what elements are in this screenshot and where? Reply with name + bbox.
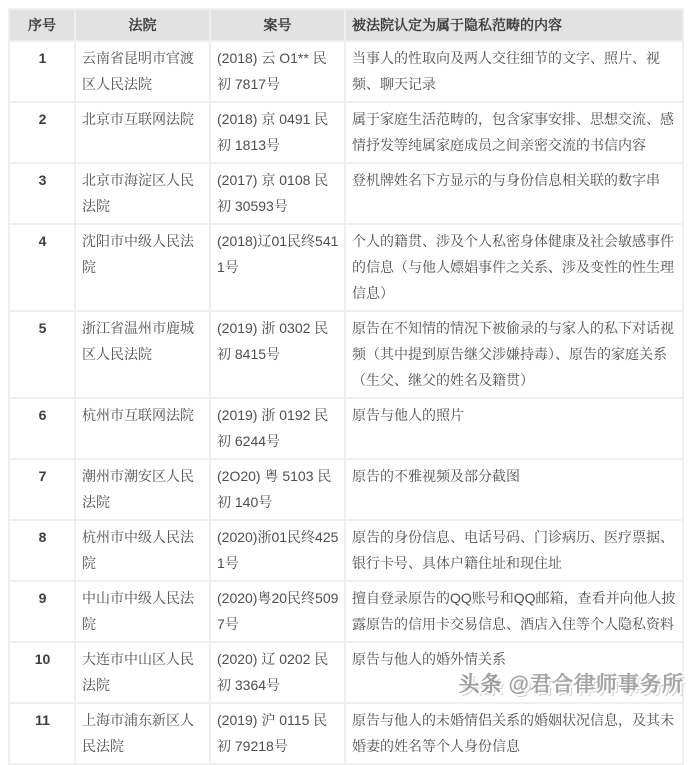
- case-number-cell: (2019) 沪 0115 民 初 79218号: [210, 703, 345, 764]
- privacy-content-cell: 擅自登录原告的QQ账号和QQ邮箱，查看并向他人披露原告的信用卡交易信息、酒店入住等个人隐私资料: [345, 581, 683, 642]
- privacy-content-cell: 原告与他人的照片: [345, 398, 683, 459]
- seq-no-cell: 7: [9, 459, 75, 520]
- col-header-case-no: 案号: [210, 9, 345, 41]
- court-cell: 北京市海淀区人民法院: [75, 163, 210, 224]
- seq-no-cell: 9: [9, 581, 75, 642]
- table-row: [9, 163, 683, 224]
- court-cell: 沈阳市中级人民法院: [75, 224, 210, 311]
- privacy-content-cell: 原告与他人的婚外情关系: [345, 642, 683, 703]
- seq-no-cell: 11: [9, 703, 75, 764]
- seq-no-cell: 4: [9, 224, 75, 311]
- case-number-cell: (2O20) 粤 5103 民 初 140号: [210, 459, 345, 520]
- court-cell: 杭州市互联网法院: [75, 398, 210, 459]
- case-number-cell: (2017) 京 0108 民 初 30593号: [210, 163, 345, 224]
- watermark-account-handle: @君合律师事务所: [508, 673, 684, 696]
- case-number-cell: (2018) 云 O1** 民 初 7817号: [210, 41, 345, 102]
- court-cell: 上海市浦东新区人民法院: [75, 703, 210, 764]
- court-cell: 大连市中山区人民法院: [75, 642, 210, 703]
- table-row: [9, 459, 683, 520]
- table-body: [9, 41, 683, 764]
- case-number-cell: (2018) 京 0491 民 初 1813号: [210, 102, 345, 163]
- court-cell: 云南省昆明市官渡区人民法院: [75, 41, 210, 102]
- col-header-seq-no: 序号: [9, 9, 75, 41]
- seq-no-cell: 1: [9, 41, 75, 102]
- toutiao-watermark: [459, 668, 684, 698]
- col-header-court: 法院: [75, 9, 210, 41]
- privacy-content-cell: 原告与他人的未婚情侣关系的婚姻状况信息，及其未婚妻的姓名等个人身份信息: [345, 703, 683, 764]
- privacy-content-cell: 原告的身份信息、电话号码、门诊病历、医疗票据、银行卡号、具体户籍住址和现住址: [345, 520, 683, 581]
- table-row: [9, 102, 683, 163]
- table-row: [9, 703, 683, 764]
- seq-no-cell: 10: [9, 642, 75, 703]
- privacy-content-cell: 当事人的性取向及两人交往细节的文字、照片、视频、聊天记录: [345, 41, 683, 102]
- court-cell: 杭州市中级人民法院: [75, 520, 210, 581]
- table-row: [9, 398, 683, 459]
- seq-no-cell: 5: [9, 311, 75, 398]
- case-number-cell: (2020)粤20民终5097号: [210, 581, 345, 642]
- toutiao-logo-text: 头条: [458, 673, 503, 696]
- court-cell: 中山市中级人民法院: [75, 581, 210, 642]
- privacy-content-cell: 原告的不雅视频及部分截图: [345, 459, 683, 520]
- seq-no-cell: 6: [9, 398, 75, 459]
- case-number-cell: (2019) 浙 0192 民 初 6244号: [210, 398, 345, 459]
- header-row: [9, 9, 683, 41]
- court-cell: 潮州市潮安区人民法院: [75, 459, 210, 520]
- case-number-cell: (2020)浙01民终4251号: [210, 520, 345, 581]
- case-number-cell: (2018)辽01民终5411号: [210, 224, 345, 311]
- privacy-content-cell: 登机牌姓名下方显示的与身份信息相关联的数字串: [345, 163, 683, 224]
- court-cell: 浙江省温州市鹿城区人民法院: [75, 311, 210, 398]
- privacy-content-cell: 属于家庭生活范畴的，包含家事安排、思想交流、感情抒发等纯属家庭成员之间亲密交流的书信内容: [345, 102, 683, 163]
- seq-no-cell: 8: [9, 520, 75, 581]
- privacy-cases-table: [8, 8, 684, 765]
- case-number-cell: (2019) 浙 0302 民 初 8415号: [210, 311, 345, 398]
- seq-no-cell: 3: [9, 163, 75, 224]
- col-header-privacy-content: 被法院认定为属于隐私范畴的内容: [345, 9, 683, 41]
- table-header: [9, 9, 683, 41]
- privacy-content-cell: 原告在不知情的情况下被偷录的与家人的私下对话视频（其中提到原告继父涉嫌持毒）、原告的家庭关系（生父、继父的姓名及籍贯）: [345, 311, 683, 398]
- table-row: [9, 581, 683, 642]
- table-row: [9, 41, 683, 102]
- table-row: [9, 224, 683, 311]
- case-number-cell: (2020) 辽 0202 民 初 3364号: [210, 642, 345, 703]
- court-cell: 北京市互联网法院: [75, 102, 210, 163]
- table-row: [9, 311, 683, 398]
- table-row: [9, 520, 683, 581]
- privacy-content-cell: 个人的籍贯、涉及个人私密身体健康及社会敏感事件的信息（与他人嫖娼事件之关系、涉及变性的性生理信息）: [345, 224, 683, 311]
- seq-no-cell: 2: [9, 102, 75, 163]
